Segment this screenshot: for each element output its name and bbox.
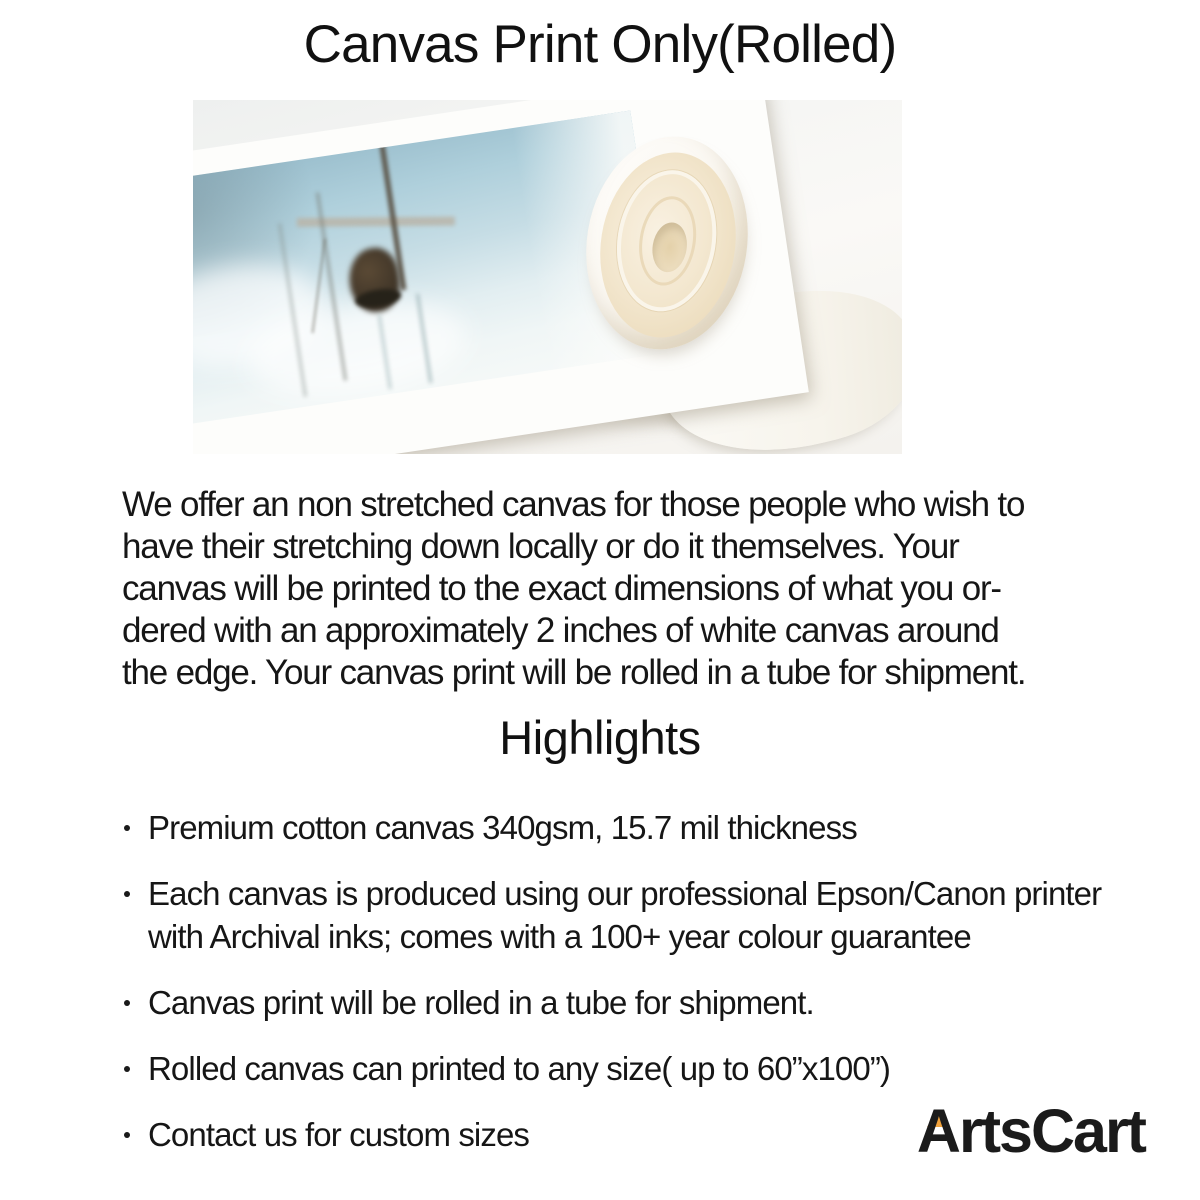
page-title: Canvas Print Only(Rolled) bbox=[303, 15, 897, 74]
artscart-logo bbox=[917, 1096, 1145, 1166]
logo-letter-a bbox=[917, 1096, 959, 1166]
highlight-item bbox=[120, 872, 1150, 958]
description-line: have their stretching down locally or do it themselves. Your bbox=[122, 527, 959, 566]
logo-text-rest: rtsCart bbox=[958, 1097, 1145, 1165]
description-line: We offer an non stretched canvas for those people who wish to bbox=[122, 485, 1025, 524]
highlight-line: Contact us for custom sizes bbox=[148, 1116, 530, 1153]
description-paragraph bbox=[122, 484, 1132, 694]
product-photo bbox=[193, 100, 902, 454]
highlight-line: Each canvas is produced using our professional Epson/Canon printer bbox=[148, 875, 1102, 912]
description-line: dered with an approximately 2 inches of white canvas around bbox=[122, 611, 999, 650]
highlights-heading: Highlights bbox=[499, 711, 701, 764]
highlight-line: with Archival inks; comes with a 100+ year colour guarantee bbox=[148, 918, 971, 955]
highlight-item bbox=[120, 1047, 1150, 1090]
highlight-line: Premium cotton canvas 340gsm, 15.7 mil thickness bbox=[148, 809, 857, 846]
highlight-item bbox=[120, 981, 1150, 1024]
highlight-item bbox=[120, 806, 1150, 849]
highlight-line: Canvas print will be rolled in a tube for shipment. bbox=[148, 984, 814, 1021]
description-line: canvas will be printed to the exact dimensions of what you or- bbox=[122, 569, 1001, 608]
description-line: the edge. Your canvas print will be rolled in a tube for shipment. bbox=[122, 653, 1026, 692]
logo-letter-a-text: A bbox=[916, 1097, 959, 1165]
highlight-line: Rolled canvas can printed to any size( up to 60”x100”) bbox=[148, 1050, 890, 1087]
